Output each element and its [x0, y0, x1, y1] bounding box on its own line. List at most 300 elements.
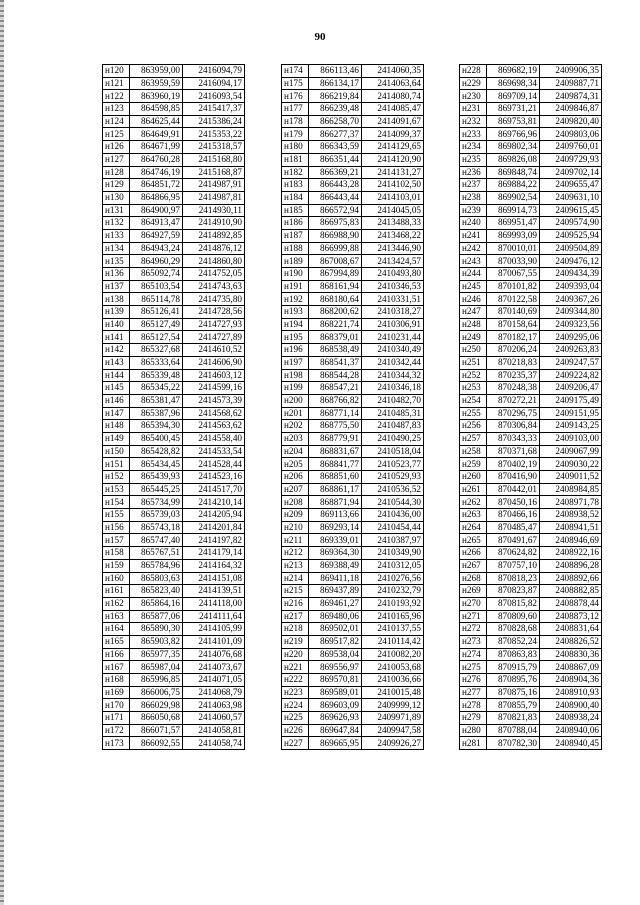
x-coordinate-cell: 867994,89: [309, 268, 362, 281]
table-row: [282, 242, 424, 255]
y-coordinate-cell: 2410165,96: [362, 610, 424, 623]
table-row: [282, 103, 424, 116]
y-coordinate-cell: 2414533,54: [183, 445, 245, 458]
y-coordinate-cell: 2409887,71: [540, 77, 602, 90]
table-row: [282, 661, 424, 674]
point-id-cell: н270: [460, 597, 487, 610]
point-id-cell: н243: [460, 255, 487, 268]
point-id-cell: н183: [282, 179, 309, 192]
table-row: [103, 559, 245, 572]
x-coordinate-cell: 870343,33: [487, 432, 540, 445]
x-coordinate-cell: 866092,55: [130, 737, 183, 750]
x-coordinate-cell: 869884,22: [487, 179, 540, 192]
y-coordinate-cell: 2408900,40: [540, 699, 602, 712]
y-coordinate-cell: 2409631,10: [540, 191, 602, 204]
x-coordinate-cell: 865877,06: [130, 610, 183, 623]
x-coordinate-cell: 866975,83: [309, 217, 362, 230]
table-row: [460, 103, 602, 116]
page-number: 90: [314, 31, 326, 43]
table-row: [103, 65, 245, 78]
table-row: [460, 724, 602, 737]
x-coordinate-cell: 868221,74: [309, 318, 362, 331]
point-id-cell: н244: [460, 268, 487, 281]
table-row: [282, 128, 424, 141]
y-coordinate-cell: 2408940,06: [540, 724, 602, 737]
x-coordinate-cell: 865327,68: [130, 344, 183, 357]
x-coordinate-cell: 865381,47: [130, 394, 183, 407]
point-id-cell: н160: [103, 572, 130, 585]
point-id-cell: н233: [460, 128, 487, 141]
x-coordinate-cell: 869902,54: [487, 191, 540, 204]
y-coordinate-cell: 2409655,47: [540, 179, 602, 192]
point-id-cell: н148: [103, 420, 130, 433]
point-id-cell: н133: [103, 229, 130, 242]
x-coordinate-cell: 865434,45: [130, 458, 183, 471]
coordinate-table-2: [281, 64, 424, 750]
x-coordinate-cell: 865734,99: [130, 496, 183, 509]
table-row: [460, 661, 602, 674]
y-coordinate-cell: 2409206,47: [540, 382, 602, 395]
point-id-cell: н140: [103, 318, 130, 331]
x-coordinate-cell: 870067,55: [487, 268, 540, 281]
x-coordinate-cell: 865428,82: [130, 445, 183, 458]
point-id-cell: н230: [460, 90, 487, 103]
point-id-cell: н121: [103, 77, 130, 90]
table-row: [460, 712, 602, 725]
point-id-cell: н217: [282, 610, 309, 623]
coordinate-table-1: [102, 64, 245, 750]
y-coordinate-cell: 2414876,12: [183, 242, 245, 255]
table-row: [460, 534, 602, 547]
point-id-cell: н273: [460, 635, 487, 648]
table-row: [460, 331, 602, 344]
x-coordinate-cell: 870757,10: [487, 559, 540, 572]
x-coordinate-cell: 864913,47: [130, 217, 183, 230]
table-row: [282, 280, 424, 293]
x-coordinate-cell: 868544,28: [309, 369, 362, 382]
point-id-cell: н278: [460, 699, 487, 712]
table-row: [282, 141, 424, 154]
x-coordinate-cell: 866999,88: [309, 242, 362, 255]
table-row: [460, 369, 602, 382]
y-coordinate-cell: 2409295,06: [540, 331, 602, 344]
x-coordinate-cell: 869293,14: [309, 521, 362, 534]
table-row: [282, 229, 424, 242]
point-id-cell: н277: [460, 686, 487, 699]
x-coordinate-cell: 870485,47: [487, 521, 540, 534]
y-coordinate-cell: 2414743,63: [183, 280, 245, 293]
y-coordinate-cell: 2409906,35: [540, 65, 602, 78]
y-coordinate-cell: 2413446,90: [362, 242, 424, 255]
y-coordinate-cell: 2408910,93: [540, 686, 602, 699]
table-row: [103, 496, 245, 509]
point-id-cell: н123: [103, 103, 130, 116]
x-coordinate-cell: 866050,68: [130, 712, 183, 725]
point-id-cell: н163: [103, 610, 130, 623]
point-id-cell: н248: [460, 318, 487, 331]
x-coordinate-cell: 870875,16: [487, 686, 540, 699]
table-row: [103, 331, 245, 344]
x-coordinate-cell: 870296,75: [487, 407, 540, 420]
table-row: [282, 737, 424, 750]
x-coordinate-cell: 869951,47: [487, 217, 540, 230]
y-coordinate-cell: 2410340,49: [362, 344, 424, 357]
table-row: [282, 166, 424, 179]
table-row: [282, 534, 424, 547]
table-row: [460, 597, 602, 610]
table-row: [282, 344, 424, 357]
table-row: [103, 90, 245, 103]
table-row: [460, 382, 602, 395]
x-coordinate-cell: 870033,90: [487, 255, 540, 268]
table-row: [460, 65, 602, 78]
x-coordinate-cell: 869682,19: [487, 65, 540, 78]
y-coordinate-cell: 2414139,51: [183, 585, 245, 598]
point-id-cell: н125: [103, 128, 130, 141]
x-coordinate-cell: 870206,24: [487, 344, 540, 357]
point-id-cell: н193: [282, 306, 309, 319]
table-row: [282, 623, 424, 636]
point-id-cell: н274: [460, 648, 487, 661]
x-coordinate-cell: 868771,14: [309, 407, 362, 420]
binding-edge: [0, 0, 4, 905]
point-id-cell: н254: [460, 394, 487, 407]
table-row: [460, 585, 602, 598]
point-id-cell: н149: [103, 432, 130, 445]
x-coordinate-cell: 870450,16: [487, 496, 540, 509]
point-id-cell: н147: [103, 407, 130, 420]
y-coordinate-cell: 2414120,90: [362, 153, 424, 166]
table-row: [460, 737, 602, 750]
table-row: [282, 674, 424, 687]
y-coordinate-cell: 2409525,94: [540, 229, 602, 242]
table-row: [282, 724, 424, 737]
x-coordinate-cell: 865445,25: [130, 483, 183, 496]
x-coordinate-cell: 868861,17: [309, 483, 362, 496]
point-id-cell: н152: [103, 471, 130, 484]
point-id-cell: н151: [103, 458, 130, 471]
y-coordinate-cell: 2410318,27: [362, 306, 424, 319]
point-id-cell: н142: [103, 344, 130, 357]
point-id-cell: н195: [282, 331, 309, 344]
y-coordinate-cell: 2414101,09: [183, 635, 245, 648]
y-coordinate-cell: 2414987,91: [183, 179, 245, 192]
y-coordinate-cell: 2409574,90: [540, 217, 602, 230]
y-coordinate-cell: 2415417,37: [183, 103, 245, 116]
point-id-cell: н128: [103, 166, 130, 179]
x-coordinate-cell: 870235,37: [487, 369, 540, 382]
table-row: [282, 547, 424, 560]
table-row: [460, 90, 602, 103]
point-id-cell: н229: [460, 77, 487, 90]
table-row: [103, 610, 245, 623]
table-row: [103, 534, 245, 547]
table-row: [103, 306, 245, 319]
x-coordinate-cell: 869388,49: [309, 559, 362, 572]
point-id-cell: н214: [282, 572, 309, 585]
x-coordinate-cell: 869914,73: [487, 204, 540, 217]
y-coordinate-cell: 2409067,99: [540, 445, 602, 458]
point-id-cell: н127: [103, 153, 130, 166]
table-row: [282, 572, 424, 585]
y-coordinate-cell: 2409323,56: [540, 318, 602, 331]
x-coordinate-cell: 866258,70: [309, 115, 362, 128]
y-coordinate-cell: 2410346,53: [362, 280, 424, 293]
x-coordinate-cell: 869802,34: [487, 141, 540, 154]
x-coordinate-cell: 869480,06: [309, 610, 362, 623]
y-coordinate-cell: 2408971,78: [540, 496, 602, 509]
x-coordinate-cell: 870491,67: [487, 534, 540, 547]
point-id-cell: н186: [282, 217, 309, 230]
point-id-cell: н198: [282, 369, 309, 382]
x-coordinate-cell: 870101,82: [487, 280, 540, 293]
x-coordinate-cell: 870182,17: [487, 331, 540, 344]
table-row: [460, 166, 602, 179]
x-coordinate-cell: 869461,27: [309, 597, 362, 610]
point-id-cell: н145: [103, 382, 130, 395]
x-coordinate-cell: 869113,66: [309, 509, 362, 522]
x-coordinate-cell: 869698,34: [487, 77, 540, 90]
point-id-cell: н155: [103, 509, 130, 522]
x-coordinate-cell: 866113,46: [309, 65, 362, 78]
point-id-cell: н175: [282, 77, 309, 90]
table-row: [460, 77, 602, 90]
y-coordinate-cell: 2414073,67: [183, 661, 245, 674]
y-coordinate-cell: 2413424,57: [362, 255, 424, 268]
point-id-cell: н169: [103, 686, 130, 699]
x-coordinate-cell: 870782,30: [487, 737, 540, 750]
point-id-cell: н176: [282, 90, 309, 103]
y-coordinate-cell: 2408938,52: [540, 509, 602, 522]
point-id-cell: н120: [103, 65, 130, 78]
x-coordinate-cell: 865339,48: [130, 369, 183, 382]
table-row: [103, 293, 245, 306]
table-row: [282, 712, 424, 725]
x-coordinate-cell: 868379,01: [309, 331, 362, 344]
table-row: [460, 394, 602, 407]
y-coordinate-cell: 2414930,11: [183, 204, 245, 217]
table-row: [282, 153, 424, 166]
point-id-cell: н135: [103, 255, 130, 268]
x-coordinate-cell: 865394,30: [130, 420, 183, 433]
y-coordinate-cell: 2415168,80: [183, 153, 245, 166]
x-coordinate-cell: 869339,01: [309, 534, 362, 547]
point-id-cell: н238: [460, 191, 487, 204]
point-id-cell: н161: [103, 585, 130, 598]
y-coordinate-cell: 2414910,90: [183, 217, 245, 230]
y-coordinate-cell: 2410053,68: [362, 661, 424, 674]
table-row: [103, 204, 245, 217]
y-coordinate-cell: 2414103,01: [362, 191, 424, 204]
table-row: [103, 77, 245, 90]
y-coordinate-cell: 2414076,68: [183, 648, 245, 661]
y-coordinate-cell: 2414558,40: [183, 432, 245, 445]
point-id-cell: н164: [103, 623, 130, 636]
table-row: [460, 344, 602, 357]
table-row: [460, 179, 602, 192]
table-row: [103, 255, 245, 268]
table-row: [282, 394, 424, 407]
y-coordinate-cell: 2414606,90: [183, 356, 245, 369]
x-coordinate-cell: 870248,38: [487, 382, 540, 395]
y-coordinate-cell: 2408826,52: [540, 635, 602, 648]
point-id-cell: н192: [282, 293, 309, 306]
x-coordinate-cell: 865903,82: [130, 635, 183, 648]
y-coordinate-cell: 2408878,44: [540, 597, 602, 610]
table-row: [103, 509, 245, 522]
y-coordinate-cell: 2410306,91: [362, 318, 424, 331]
table-row: [103, 547, 245, 560]
y-coordinate-cell: 2409367,26: [540, 293, 602, 306]
y-coordinate-cell: 2410485,31: [362, 407, 424, 420]
y-coordinate-cell: 2410349,90: [362, 547, 424, 560]
table-row: [460, 255, 602, 268]
x-coordinate-cell: 865127,54: [130, 331, 183, 344]
y-coordinate-cell: 2414528,44: [183, 458, 245, 471]
point-id-cell: н235: [460, 153, 487, 166]
x-coordinate-cell: 870823,87: [487, 585, 540, 598]
x-coordinate-cell: 868775,50: [309, 420, 362, 433]
table-row: [103, 344, 245, 357]
y-coordinate-cell: 2410114,42: [362, 635, 424, 648]
x-coordinate-cell: 869437,89: [309, 585, 362, 598]
point-id-cell: н136: [103, 268, 130, 281]
point-id-cell: н250: [460, 344, 487, 357]
table-row: [103, 699, 245, 712]
x-coordinate-cell: 866988,90: [309, 229, 362, 242]
point-id-cell: н210: [282, 521, 309, 534]
table-row: [282, 65, 424, 78]
point-id-cell: н266: [460, 547, 487, 560]
y-coordinate-cell: 2413488,33: [362, 217, 424, 230]
point-id-cell: н258: [460, 445, 487, 458]
point-id-cell: н141: [103, 331, 130, 344]
x-coordinate-cell: 870272,21: [487, 394, 540, 407]
x-coordinate-cell: 867008,67: [309, 255, 362, 268]
y-coordinate-cell: 2408904,36: [540, 674, 602, 687]
point-id-cell: н207: [282, 483, 309, 496]
point-id-cell: н144: [103, 369, 130, 382]
y-coordinate-cell: 2410232,79: [362, 585, 424, 598]
y-coordinate-cell: 2410536,52: [362, 483, 424, 496]
point-id-cell: н201: [282, 407, 309, 420]
point-id-cell: н191: [282, 280, 309, 293]
table-row: [103, 318, 245, 331]
x-coordinate-cell: 870466,16: [487, 509, 540, 522]
table-row: [460, 509, 602, 522]
table-row: [103, 686, 245, 699]
y-coordinate-cell: 2408831,64: [540, 623, 602, 636]
point-id-cell: н150: [103, 445, 130, 458]
y-coordinate-cell: 2416093,54: [183, 90, 245, 103]
y-coordinate-cell: 2414735,80: [183, 293, 245, 306]
y-coordinate-cell: 2414197,82: [183, 534, 245, 547]
x-coordinate-cell: 865996,85: [130, 674, 183, 687]
point-id-cell: н223: [282, 686, 309, 699]
y-coordinate-cell: 2408867,09: [540, 661, 602, 674]
table-row: [282, 369, 424, 382]
x-coordinate-cell: 870416,90: [487, 471, 540, 484]
y-coordinate-cell: 2414063,98: [183, 699, 245, 712]
x-coordinate-cell: 869993,09: [487, 229, 540, 242]
point-id-cell: н276: [460, 674, 487, 687]
table-row: [460, 268, 602, 281]
point-id-cell: н247: [460, 306, 487, 319]
y-coordinate-cell: 2414045,05: [362, 204, 424, 217]
point-id-cell: н264: [460, 521, 487, 534]
y-coordinate-cell: 2409999,12: [362, 699, 424, 712]
point-id-cell: н132: [103, 217, 130, 230]
table-row: [460, 458, 602, 471]
x-coordinate-cell: 870821,83: [487, 712, 540, 725]
y-coordinate-cell: 2410137,55: [362, 623, 424, 636]
table-row: [103, 521, 245, 534]
y-coordinate-cell: 2409476,12: [540, 255, 602, 268]
x-coordinate-cell: 869364,30: [309, 547, 362, 560]
y-coordinate-cell: 2409971,89: [362, 712, 424, 725]
table-row: [282, 268, 424, 281]
table-row: [460, 204, 602, 217]
y-coordinate-cell: 2414080,74: [362, 90, 424, 103]
x-coordinate-cell: 869848,74: [487, 166, 540, 179]
table-row: [282, 648, 424, 661]
x-coordinate-cell: 868180,64: [309, 293, 362, 306]
table-row: [460, 318, 602, 331]
x-coordinate-cell: 865784,96: [130, 559, 183, 572]
table-row: [103, 661, 245, 674]
x-coordinate-cell: 870855,79: [487, 699, 540, 712]
x-coordinate-cell: 865333,64: [130, 356, 183, 369]
y-coordinate-cell: 2414179,14: [183, 547, 245, 560]
y-coordinate-cell: 2414987,81: [183, 191, 245, 204]
y-coordinate-cell: 2408940,45: [540, 737, 602, 750]
x-coordinate-cell: 869538,04: [309, 648, 362, 661]
point-id-cell: н219: [282, 635, 309, 648]
y-coordinate-cell: 2410342,44: [362, 356, 424, 369]
x-coordinate-cell: 866443,28: [309, 179, 362, 192]
table-row: [460, 610, 602, 623]
x-coordinate-cell: 864943,24: [130, 242, 183, 255]
x-coordinate-cell: 865864,16: [130, 597, 183, 610]
x-coordinate-cell: 870815,82: [487, 597, 540, 610]
table-row: [103, 572, 245, 585]
point-id-cell: н242: [460, 242, 487, 255]
point-id-cell: н267: [460, 559, 487, 572]
table-row: [103, 623, 245, 636]
x-coordinate-cell: 865987,04: [130, 661, 183, 674]
y-coordinate-cell: 2414151,08: [183, 572, 245, 585]
x-coordinate-cell: 866351,44: [309, 153, 362, 166]
y-coordinate-cell: 2409702,14: [540, 166, 602, 179]
point-id-cell: н129: [103, 179, 130, 192]
y-coordinate-cell: 2409434,39: [540, 268, 602, 281]
y-coordinate-cell: 2415168,87: [183, 166, 245, 179]
y-coordinate-cell: 2409504,89: [540, 242, 602, 255]
y-coordinate-cell: 2414118,00: [183, 597, 245, 610]
x-coordinate-cell: 864649,91: [130, 128, 183, 141]
point-id-cell: н218: [282, 623, 309, 636]
point-id-cell: н174: [282, 65, 309, 78]
y-coordinate-cell: 2414091,67: [362, 115, 424, 128]
table-row: [103, 712, 245, 725]
x-coordinate-cell: 865747,40: [130, 534, 183, 547]
x-coordinate-cell: 868200,62: [309, 306, 362, 319]
y-coordinate-cell: 2410276,56: [362, 572, 424, 585]
table-row: [103, 483, 245, 496]
y-coordinate-cell: 2410482,70: [362, 394, 424, 407]
x-coordinate-cell: 864598,85: [130, 103, 183, 116]
table-row: [282, 635, 424, 648]
